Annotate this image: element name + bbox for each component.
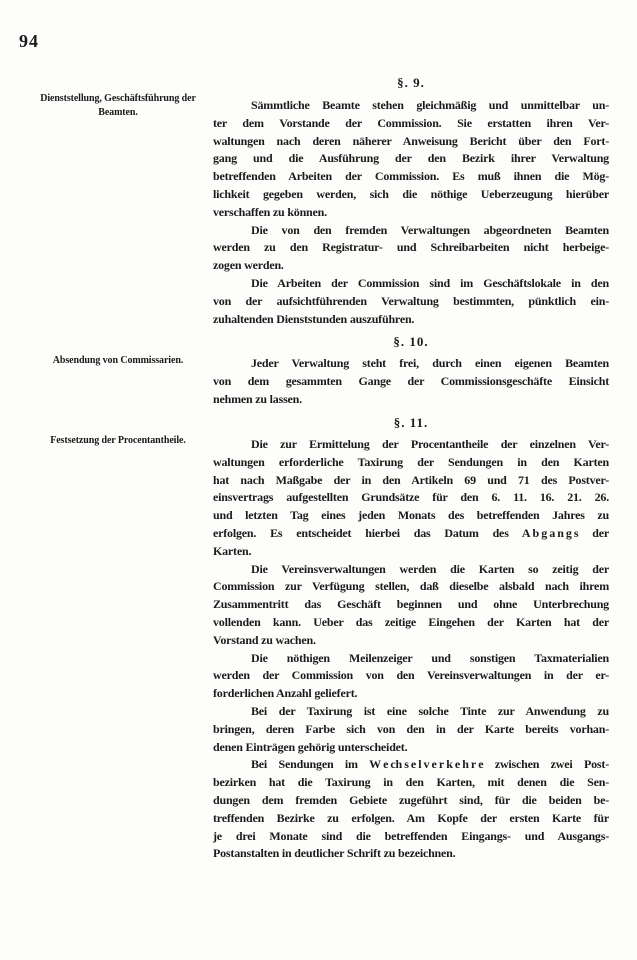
text-line: je drei Monate sind die betreffenden Eingangs- und Ausgangs- (213, 828, 609, 843)
text-line: Sämmtliche Beamte stehen gleichmäßig und unmittelbar un- (251, 98, 609, 112)
margin-note-10 (25, 354, 211, 368)
text-line: werden der Commission von den Vereinsverwaltungen in der er- (213, 668, 609, 683)
text-line: von der aufsichtführenden Verwaltung bestimmten, pünktlich ein- (213, 293, 609, 308)
paragraph (213, 275, 609, 328)
text-line: vollenden kann. Ueber das zeitige Eingehen der Karten hat der (213, 614, 609, 629)
text-line: forderlichen Anzahl geliefert. (213, 686, 358, 701)
text-line: Jeder Verwaltung steht frei, durch einen eigenen Beamten (251, 356, 609, 370)
paragraph (213, 355, 609, 408)
text-line: Vorstand zu wachen. (213, 632, 316, 647)
text-line: Die Arbeiten der Commission sind im Geschäftslokale in den (251, 275, 609, 290)
text-line: Die von den fremden Verwaltungen abgeordneten Beamten (251, 222, 609, 237)
text-line: und letzten Tag eines jeden Monats des betreffenden Jahres zu (213, 508, 609, 523)
text-line: Postanstalten in deutlicher Schrift zu bezeichnen. (213, 846, 456, 861)
text-line: Die Vereinsverwaltungen werden die Karten so zeitig der (251, 561, 609, 576)
text-line: Festsetzung der Procentantheile. (50, 435, 186, 446)
text-line: Absendung von Commissarien. (52, 355, 184, 366)
paragraph (213, 97, 609, 222)
text-line: nehmen zu lassen. (213, 391, 302, 406)
text-line: lichkeit gegeben werden, sich die nöthige Ueberzeugung hierüber (213, 186, 609, 201)
text-line: ter dem Vorstande der Commission. Sie erstatten ihren Ver- (213, 115, 609, 130)
text-line: treffenden Bezirke zu erfolgen. Am Kopfe der ersten Karte für (213, 810, 609, 825)
section-text-11 (213, 436, 609, 863)
text-line: einsvertrags aufgestellten Grundsätze für den 6. 11. 16. 21. 26. (213, 490, 609, 505)
text-line: dungen dem fremden Gebiete zugeführt sind, für die beiden be- (213, 792, 609, 807)
margin-note-11 (25, 434, 211, 448)
text-line: von dem gesammten Gange der Commissionsgeschäfte Einsicht (213, 373, 609, 388)
text-line: Bei Sendungen im W e ch s e l v e r k e h r e zwischen zwei Post- (251, 757, 609, 772)
section-heading-9: §. 9. (397, 75, 425, 90)
text-line: Karten. (213, 543, 252, 558)
text-line: Zusammentritt das Geschäft beginnen und ohne Unterbrechung (213, 597, 609, 612)
text-line: betreffenden Arbeiten der Commission. Es muß ihnen die Mög- (213, 169, 609, 184)
section-text-9 (213, 97, 609, 328)
margin-note-9 (25, 92, 211, 120)
text-line: Die zur Ermittelung der Procentantheile der einzelnen Ver- (251, 437, 609, 451)
text-line: Commission zur Verfügung stellen, daß dieselbe alsbald nach ihrem (213, 579, 609, 594)
text-line: Beamten. (98, 107, 138, 118)
paragraph (213, 561, 609, 650)
text-line: erfolgen. Es entscheidet hierbei das Datum des A b g a n g s der (213, 525, 609, 540)
text-line: waltungen erforderliche Taxirung der Sendungen in den Karten (213, 454, 609, 469)
section-heading-10: §. 10. (393, 334, 429, 349)
text-line: denen Einträgen gehörig unterscheidet. (213, 739, 408, 754)
text-line: hat nach Maßgabe der in den Artikeln 69 und 71 des Postver- (213, 472, 609, 487)
paragraph (213, 756, 609, 863)
paragraph (213, 703, 609, 756)
text-line: Dienststellung, Geschäftsführung der (40, 93, 196, 104)
paragraph (213, 650, 609, 703)
text-line: zogen werden. (213, 258, 284, 273)
paragraph (213, 222, 609, 275)
section-text-10 (213, 355, 609, 408)
text-line: bezirken hat die Taxirung in den Karten, mit denen die Sen- (213, 775, 609, 790)
text-line: Die nöthigen Meilenzeiger und sonstigen Taxmaterialien (251, 650, 609, 665)
text-line: gang und die Ausführung der den Bezirk ihrer Verwaltung (213, 151, 609, 166)
text-line: Bei der Taxirung ist eine solche Tinte zur Anwendung zu (251, 703, 609, 718)
page-number: 94 (19, 31, 39, 51)
text-line: verschaffen zu können. (213, 204, 327, 219)
text-line: zuhaltenden Dienststunden auszuführen. (213, 311, 415, 326)
text-line: bringen, deren Farbe sich von den in der Karte bereits vorhan- (213, 721, 609, 736)
text-line: werden zu den Registratur- und Schreibarbeiten nicht herbeige- (213, 240, 609, 255)
text-line: waltungen nach deren näherer Anweisung Bericht über den Fort- (213, 133, 609, 148)
paragraph (213, 436, 609, 561)
section-heading-11: §. 11. (393, 415, 429, 430)
